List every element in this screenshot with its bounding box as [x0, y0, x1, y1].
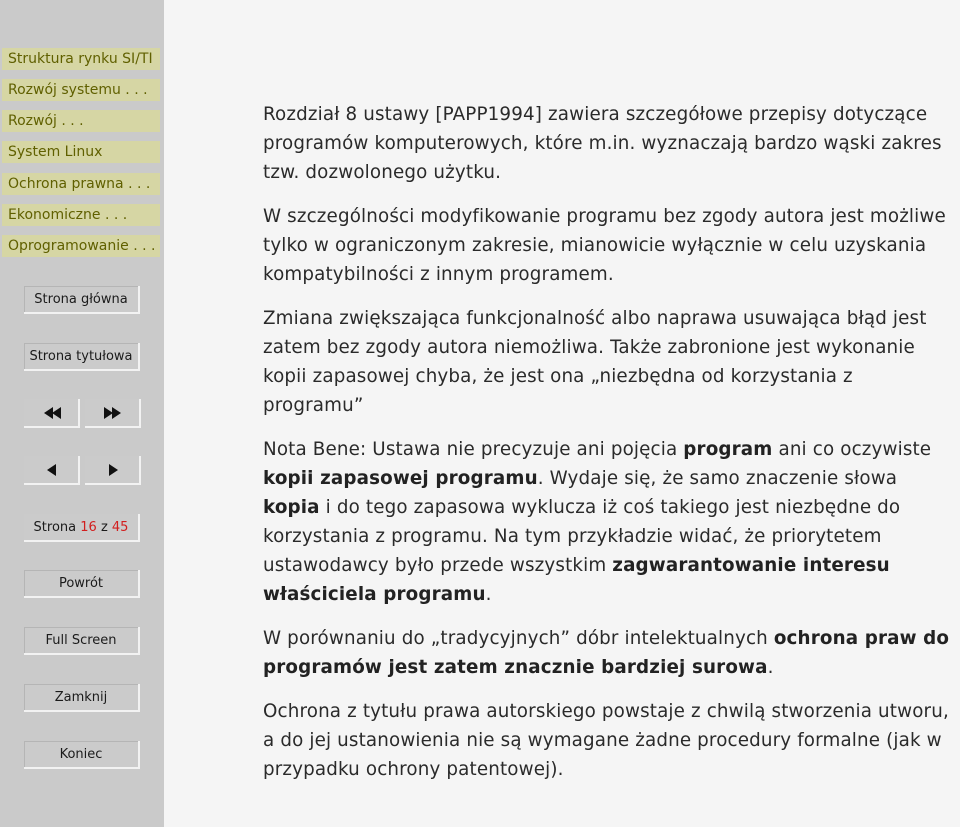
- title-page-button[interactable]: Strona tytułowa: [24, 343, 140, 371]
- paragraph-3: Zmiana zwiększająca funkcjonalność albo naprawa usuwająca błąd jest zatem bez zgody autora niemożliwa. Także zabronione jest wykonanie kopii zapasowej chyba, że jest ona „niezbędna od korzystania z programu”: [263, 308, 927, 416]
- back-button[interactable]: Powrót: [24, 570, 140, 598]
- p4-bold-program: program: [683, 439, 773, 460]
- p5-text-2: .: [767, 657, 774, 678]
- toc-item-system-linux[interactable]: System Linux: [2, 141, 160, 163]
- paragraph-5: [263, 624, 953, 682]
- p4-bold-zagwarantowanie: zagwarantowanie interesu właściciela programu: [263, 555, 890, 605]
- paragraph-4: [263, 435, 953, 609]
- home-button[interactable]: Strona główna: [24, 286, 140, 314]
- next-page-button[interactable]: [85, 456, 141, 485]
- paragraph-6: Ochrona z tytułu prawa autorskiego powstaje z chwilą stworzenia utworu, a do jej ustanowienia nie są wymagane żadne procedury formalne (jak w przypadku ochrony patentowej).: [263, 701, 949, 780]
- slide-content: [263, 100, 953, 799]
- toc-item-oprogramowanie[interactable]: Oprogramowanie . . .: [2, 235, 160, 257]
- p4-text-3: . Wydaje się, że samo znaczenie słowa: [537, 468, 898, 489]
- quit-button[interactable]: Koniec: [24, 741, 140, 769]
- total-pages-number: 45: [111, 520, 129, 535]
- toc-item-ochrona-prawna[interactable]: Ochrona prawna . . .: [2, 173, 160, 195]
- full-screen-button[interactable]: Full Screen: [24, 627, 140, 655]
- p4-bold-kopia: kopia: [263, 497, 320, 518]
- previous-page-button[interactable]: [24, 456, 80, 485]
- toc-item-rozwoj-systemu[interactable]: Rozwój systemu . . .: [2, 79, 160, 101]
- last-page-button[interactable]: [85, 399, 141, 428]
- p4-text-2: ani co oczywiste: [772, 439, 932, 460]
- p5-bold-ochrona-praw: ochrona praw do programów jest zatem znacznie bardziej surowa: [263, 628, 950, 678]
- page-separator: z: [100, 520, 108, 535]
- p4-text-5: .: [485, 584, 492, 605]
- double-right-arrow-icon: [85, 399, 141, 428]
- p4-text-4: i do tego zapasowa wyklucza iż coś takiego jest niezbędne do korzystania z programu. Na tym przykładzie widać, że priorytetem ustawodawcy było przede wszystkim: [263, 497, 901, 576]
- p4-text-1: Nota Bene: Ustawa nie precyzuje ani pojęcia: [263, 439, 684, 460]
- right-arrow-icon: [85, 456, 141, 485]
- page-indicator: [24, 514, 140, 542]
- sidebar: [0, 0, 164, 827]
- double-left-arrow-icon: [24, 399, 80, 428]
- toc-item-rozwoj[interactable]: Rozwój . . .: [2, 110, 160, 132]
- toc-item-struktura-rynku[interactable]: Struktura rynku SI/TI: [2, 48, 160, 70]
- page-prefix: Strona: [33, 520, 77, 535]
- paragraph-2: W szczególności modyfikowanie programu bez zgody autora jest możliwe tylko w ograniczonym zakresie, mianowicie wyłącznie w celu uzyskania kompatybilności z innym programem.: [263, 206, 946, 285]
- left-arrow-icon: [24, 456, 80, 485]
- paragraph-1: Rozdział 8 ustawy [PAPP1994] zawiera szczegółowe przepisy dotyczące programów komputerowych, które m.in. wyznaczają bardzo wąski zakres tzw. dozwolonego użytku.: [263, 104, 942, 183]
- first-page-button[interactable]: [24, 399, 80, 428]
- p4-bold-kopii-zapasowej: kopii zapasowej programu: [263, 468, 538, 489]
- p5-text-1: W porównaniu do „tradycyjnych” dóbr intelektualnych: [263, 628, 774, 649]
- close-button[interactable]: Zamknij: [24, 684, 140, 712]
- current-page-number: 16: [80, 520, 97, 535]
- toc-item-ekonomiczne[interactable]: Ekonomiczne . . .: [2, 204, 160, 226]
